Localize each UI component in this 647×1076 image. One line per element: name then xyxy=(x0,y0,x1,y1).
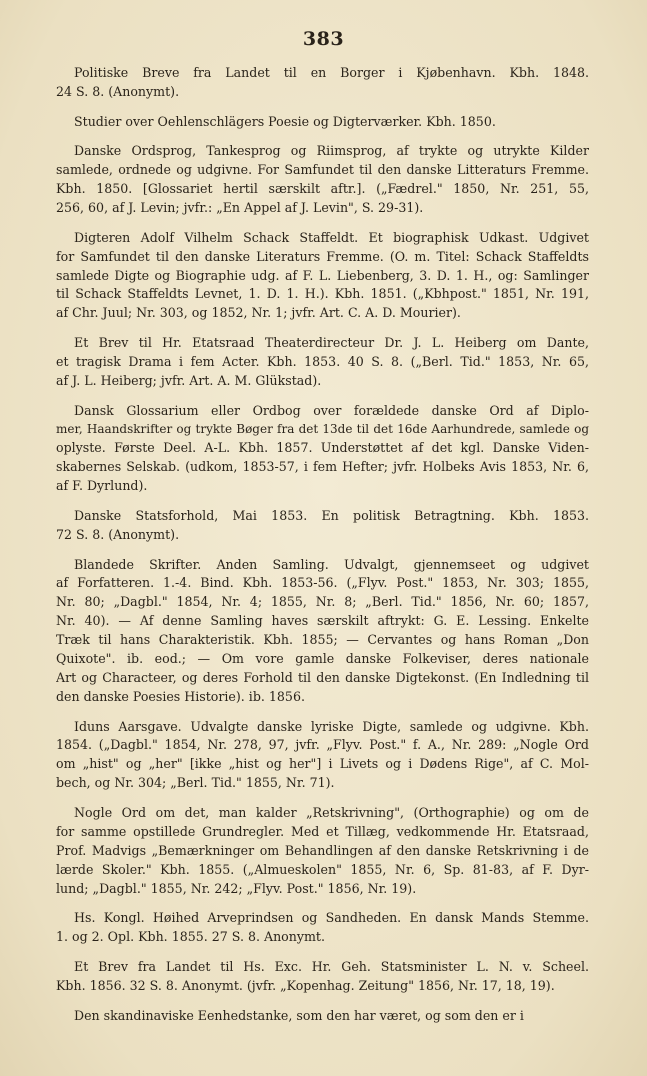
text-line: til Schack Staffeldts Levnet, 1. D. 1. H.). Kbh. 1851. („Kbhpost." 1851, Nr. 191, xyxy=(56,286,589,302)
page-number: 383 xyxy=(302,28,345,50)
text-line: Danske Ordsprog, Tankesprog og Riimsprog, af trykte og utrykte Kilder xyxy=(74,143,589,159)
text-line: af Chr. Juul; Nr. 303, og 1852, Nr. 1; jvfr. Art. C. A. D. Mourier). xyxy=(56,305,461,321)
text-line: Hs. Kongl. Høihed Arveprindsen og Sandheden. En dansk Mands Stemme. xyxy=(74,910,589,926)
text-line: Dansk Glossarium eller Ordbog over forældede danske Ord af Diplo- xyxy=(74,402,589,418)
bibliography-entry xyxy=(56,142,589,218)
bibliography-entry xyxy=(56,1007,589,1026)
text-line: 256, 60, af J. Levin; jvfr.: „En Appel af J. Levin", S. 29-31). xyxy=(56,200,424,216)
text-line: af Forfatteren. 1.-4. Bind. Kbh. 1853-56. („Flyv. Post." 1853, Nr. 303; 1855, xyxy=(56,575,589,591)
bibliography-entry xyxy=(56,402,589,497)
text-line: samlede Digte og Biographie udg. af F. L. Liebenberg, 3. D. 1. H., og: Samlinger xyxy=(56,267,589,283)
bibliography-entry xyxy=(56,507,589,545)
text-line: bech, og Nr. 304; „Berl. Tid." 1855, Nr. 71). xyxy=(56,775,335,791)
bibliography-entry xyxy=(56,556,589,707)
text-line: om „hist" og „her" [ikke „hist og her"] i Livets og i Dødens Rige", af C. Mol- xyxy=(56,756,589,772)
text-line: et tragisk Drama i fem Acter. Kbh. 1853. 40 S. 8. („Berl. Tid." 1853, Nr. 65, xyxy=(56,353,589,369)
text-line: Danske Statsforhold, Mai 1853. En politisk Betragtning. Kbh. 1853. xyxy=(74,507,589,523)
bibliography-entry xyxy=(56,229,589,324)
text-line: Studier over Oehlenschlägers Poesie og Digterværker. Kbh. 1850. xyxy=(74,113,496,129)
text-line: Quixote". ib. eod.; — Om vore gamle danske Folkeviser, deres nationale xyxy=(56,651,589,667)
bibliography-entry xyxy=(56,804,589,899)
text-line: Politiske Breve fra Landet til en Borger i Kjøbenhavn. Kbh. 1848. xyxy=(74,65,589,80)
text-line: Et Brev til Hr. Etatsraad Theaterdirecteur Dr. J. L. Heiberg om Dante, xyxy=(74,335,589,351)
bibliography-entry xyxy=(56,958,589,996)
text-line: Træk til hans Charakteristik. Kbh. 1855; — Cervantes og hans Roman „Don xyxy=(56,632,589,648)
text-line: Iduns Aarsgave. Udvalgte danske lyriske Digte, samlede og udgivne. Kbh. xyxy=(74,718,589,734)
text-line: Digteren Adolf Vilhelm Schack Staffeldt. Et biographisk Udkast. Udgivet xyxy=(74,229,589,245)
text-line: 1. og 2. Opl. Kbh. 1855. 27 S. 8. Anonymt. xyxy=(56,929,326,945)
bibliography-entry xyxy=(56,718,589,794)
text-line: mer, Haandskrifter og trykte Bøger fra det 13de til det 16de Aarhundrede, samlede og xyxy=(56,422,589,437)
text-line: samlede, ordnede og udgivne. For Samfundet til den danske Litteraturs Fremme. xyxy=(56,162,589,178)
text-line: lærde Skoler." Kbh. 1855. („Almueskolen" 1855, Nr. 6, Sp. 81-83, af F. Dyr- xyxy=(56,861,589,877)
text-line: Kbh. 1850. [Glossariet hertil særskilt aftr.]. („Fædrel." 1850, Nr. 251, 55, xyxy=(56,181,589,197)
bibliography-entry xyxy=(56,909,589,947)
text-line: Nr. 80; „Dagbl." 1854, Nr. 4; 1855, Nr. 8; „Berl. Tid." 1856, Nr. 60; 1857, xyxy=(56,594,589,610)
bibliography-text xyxy=(56,64,589,1036)
text-line: for Samfundet til den danske Literaturs Fremme. (O. m. Titel: Schack Staffeldts xyxy=(56,248,589,264)
text-line: Kbh. 1856. 32 S. 8. Anonymt. (jvfr. „Kopenhag. Zeitung" 1856, Nr. 17, 18, 19). xyxy=(56,977,555,993)
text-line: den danske Poesies Historie). ib. 1856. xyxy=(56,688,305,704)
text-line: lund; „Dagbl." 1855, Nr. 242; „Flyv. Post." 1856, Nr. 19). xyxy=(56,880,417,896)
bibliography-entry xyxy=(56,334,589,391)
text-line: Nogle Ord om det, man kalder „Retskrivning", (Orthographie) og om de xyxy=(74,804,589,820)
text-line: Nr. 40). — Af denne Samling haves særskilt aftrykt: G. E. Lessing. Enkelte xyxy=(56,613,589,629)
bibliography-entry xyxy=(56,113,589,132)
text-line: Blandede Skrifter. Anden Samling. Udvalgt, gjennemseet og udgivet xyxy=(74,556,589,572)
bibliography-entry xyxy=(56,64,589,102)
text-line: for samme opstillede Grundregler. Med et Tillæg, vedkommende Hr. Etatsraad, xyxy=(56,823,589,839)
text-line: skabernes Selskab. (udkom, 1853-57, i fem Hefter; jvfr. Holbeks Avis 1853, Nr. 6, xyxy=(56,459,589,475)
text-line: Et Brev fra Landet til Hs. Exc. Hr. Geh. Statsminister L. N. v. Scheel. xyxy=(74,958,589,974)
text-line: Prof. Madvigs „Bemærkninger om Behandlingen af den danske Retskrivning i de xyxy=(56,842,589,858)
text-line: 1854. („Dagbl." 1854, Nr. 278, 97, jvfr. „Flyv. Post." f. A., Nr. 289: „Nogle Ord xyxy=(56,737,589,753)
text-line: af F. Dyrlund). xyxy=(56,478,148,494)
text-line: Den skandinaviske Eenhedstanke, som den har været, og som den er i xyxy=(74,1007,524,1023)
text-line: oplyste. Første Deel. A-L. Kbh. 1857. Understøttet af det kgl. Danske Viden- xyxy=(56,440,589,456)
text-line: 24 S. 8. (Anonymt). xyxy=(56,83,180,99)
text-line: Art og Characteer, og deres Forhold til den danske Digtekonst. (En Indledning til xyxy=(56,669,589,685)
text-line: 72 S. 8. (Anonymt). xyxy=(56,526,180,542)
text-line: af J. L. Heiberg; jvfr. Art. A. M. Glükstad). xyxy=(56,372,322,388)
